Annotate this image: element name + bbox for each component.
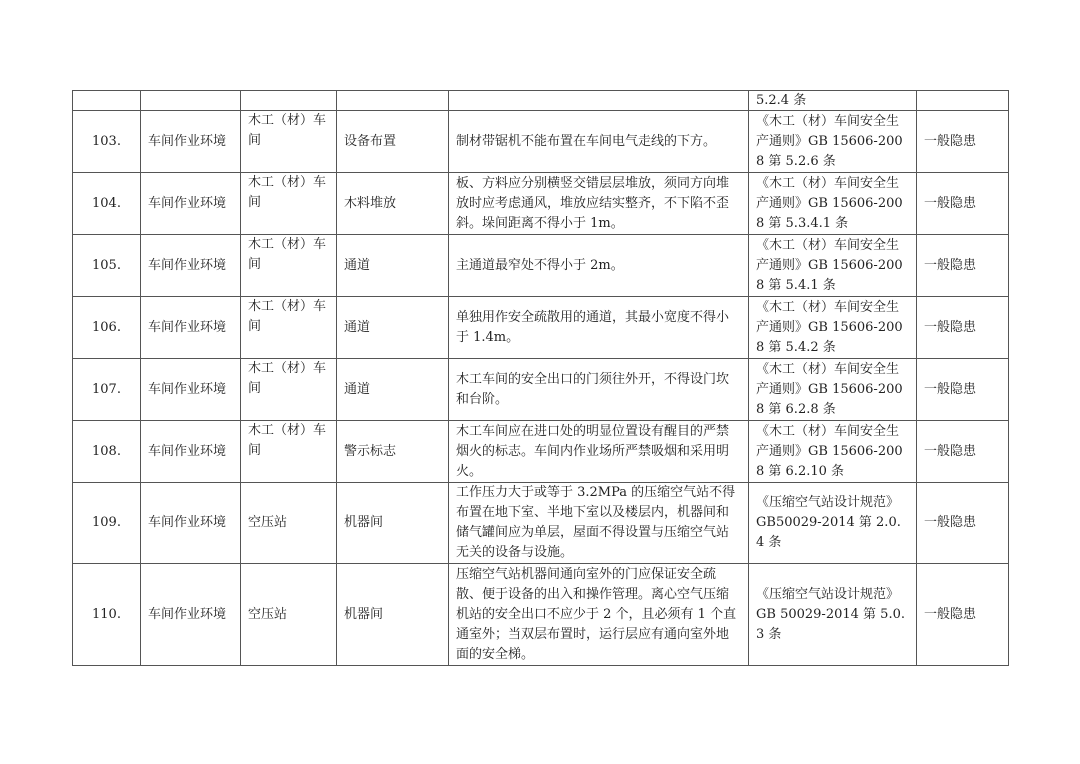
basis-cell: 《压缩空气站设计规范》GB50029-2014 第 2.0.4 条: [749, 483, 917, 564]
category-cell: 车间作业环境: [141, 421, 241, 483]
level-cell: 一般隐患: [917, 564, 1009, 666]
level-cell: 一般隐患: [917, 111, 1009, 173]
content-cell: 主通道最窄处不得小于 2m。: [449, 235, 749, 297]
location-cell: 空压站: [241, 564, 337, 666]
basis-cell: 《木工（材）车间安全生产通则》GB 15606-2008 第 6.2.10 条: [749, 421, 917, 483]
location-cell: 木工（材）车间: [241, 173, 337, 235]
location-cell: 木工（材）车间: [241, 111, 337, 173]
table-row: [73, 173, 1009, 235]
category-cell: 车间作业环境: [141, 173, 241, 235]
table-row: [73, 359, 1009, 421]
category-cell: 车间作业环境: [141, 483, 241, 564]
content-cell: 木工车间的安全出口的门须往外开，不得设门坎和台阶。: [449, 359, 749, 421]
item-cell: 通道: [337, 359, 449, 421]
table-row: [73, 483, 1009, 564]
level-cell: [917, 91, 1009, 111]
location-cell: 木工（材）车间: [241, 359, 337, 421]
category-cell: 车间作业环境: [141, 235, 241, 297]
item-cell: [337, 91, 449, 111]
row-number: 105.: [73, 235, 141, 297]
category-cell: 车间作业环境: [141, 111, 241, 173]
basis-cell: 《木工（材）车间安全生产通则》GB 15606-2008 第 5.4.2 条: [749, 297, 917, 359]
basis-cell: 《木工（材）车间安全生产通则》GB 15606-2008 第 6.2.8 条: [749, 359, 917, 421]
item-cell: 木料堆放: [337, 173, 449, 235]
category-cell: [141, 91, 241, 111]
item-cell: 机器间: [337, 564, 449, 666]
location-cell: 木工（材）车间: [241, 235, 337, 297]
content-cell: 工作压力大于或等于 3.2MPa 的压缩空气站不得布置在地下室、半地下室以及楼层内，机器间和储气罐间应为单层，屋面不得设置与压缩空气站无关的设备与设施。: [449, 483, 749, 564]
level-cell: 一般隐患: [917, 173, 1009, 235]
row-number: 104.: [73, 173, 141, 235]
hazard-table: [72, 90, 1009, 666]
basis-cell: 《木工（材）车间安全生产通则》GB 15606-2008 第 5.3.4.1 条: [749, 173, 917, 235]
content-cell: 压缩空气站机器间通向室外的门应保证安全疏散、便于设备的出入和操作管理。离心空气压缩机站的安全出口不应少于 2 个，且必须有 1 个直通室外；当双层布置时，运行层应有通向室外地面的安全梯。: [449, 564, 749, 666]
category-cell: 车间作业环境: [141, 564, 241, 666]
location-cell: 空压站: [241, 483, 337, 564]
level-cell: 一般隐患: [917, 421, 1009, 483]
row-number: 108.: [73, 421, 141, 483]
item-cell: 警示标志: [337, 421, 449, 483]
row-number: 106.: [73, 297, 141, 359]
row-number: 107.: [73, 359, 141, 421]
table-row: [73, 564, 1009, 666]
table-row: [73, 235, 1009, 297]
content-cell: 板、方料应分别横竖交错层层堆放，须同方向堆放时应考虑通风，堆放应结实整齐，不下陷不歪斜。垛间距离不得小于 1m。: [449, 173, 749, 235]
basis-cell: 《木工（材）车间安全生产通则》GB 15606-2008 第 5.2.6 条: [749, 111, 917, 173]
basis-cell: 5.2.4 条: [749, 91, 917, 111]
item-cell: 通道: [337, 297, 449, 359]
basis-cell: 《压缩空气站设计规范》GB 50029-2014 第 5.0.3 条: [749, 564, 917, 666]
table-row: [73, 91, 1009, 111]
basis-cell: 《木工（材）车间安全生产通则》GB 15606-2008 第 5.4.1 条: [749, 235, 917, 297]
level-cell: 一般隐患: [917, 359, 1009, 421]
row-number: [73, 91, 141, 111]
table-row: [73, 297, 1009, 359]
table-row: [73, 111, 1009, 173]
location-cell: [241, 91, 337, 111]
item-cell: 通道: [337, 235, 449, 297]
content-cell: 木工车间应在进口处的明显位置设有醒目的严禁烟火的标志。车间内作业场所严禁吸烟和采用明火。: [449, 421, 749, 483]
location-cell: 木工（材）车间: [241, 297, 337, 359]
item-cell: 设备布置: [337, 111, 449, 173]
row-number: 110.: [73, 564, 141, 666]
category-cell: 车间作业环境: [141, 297, 241, 359]
level-cell: 一般隐患: [917, 235, 1009, 297]
row-number: 103.: [73, 111, 141, 173]
row-number: 109.: [73, 483, 141, 564]
level-cell: 一般隐患: [917, 483, 1009, 564]
category-cell: 车间作业环境: [141, 359, 241, 421]
table-row: [73, 421, 1009, 483]
content-cell: 单独用作安全疏散用的通道，其最小宽度不得小于 1.4m。: [449, 297, 749, 359]
location-cell: 木工（材）车间: [241, 421, 337, 483]
content-cell: [449, 91, 749, 111]
content-cell: 制材带锯机不能布置在车间电气走线的下方。: [449, 111, 749, 173]
level-cell: 一般隐患: [917, 297, 1009, 359]
item-cell: 机器间: [337, 483, 449, 564]
